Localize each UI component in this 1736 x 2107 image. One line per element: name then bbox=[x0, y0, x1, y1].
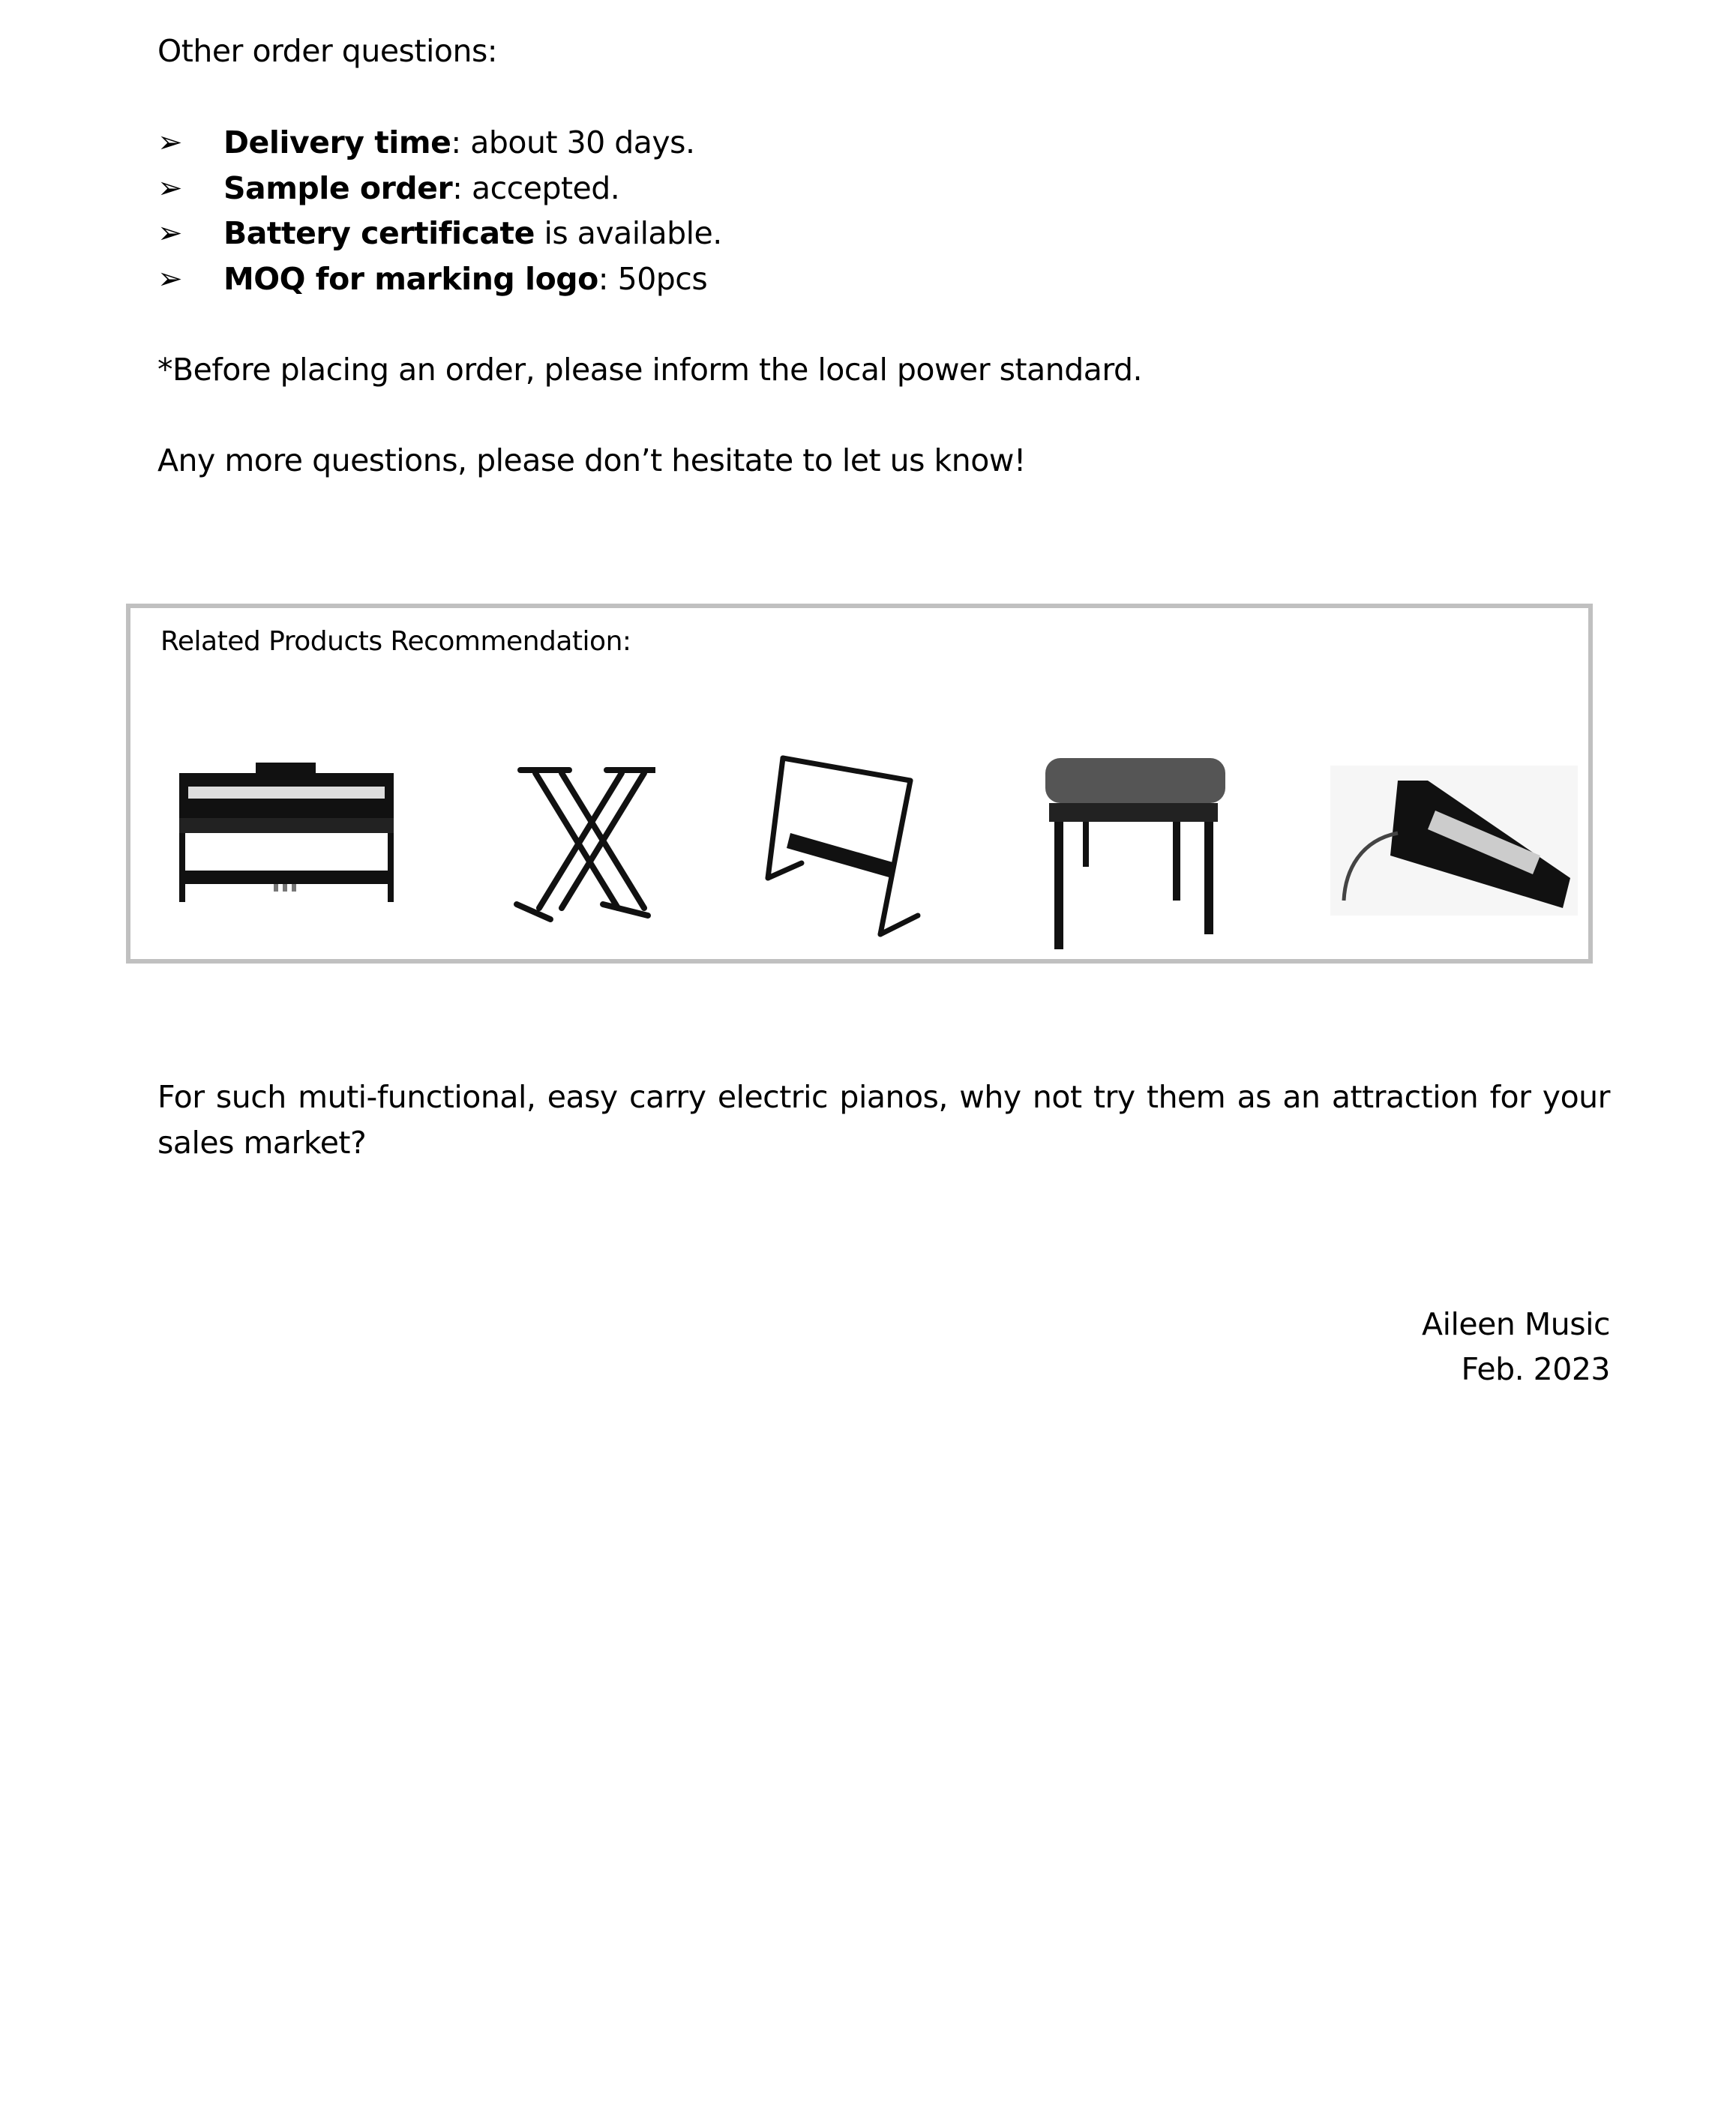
item-value: is available. bbox=[534, 215, 722, 251]
signature-date: Feb. 2023 bbox=[1461, 1351, 1610, 1387]
item-value: : about 30 days. bbox=[451, 124, 695, 160]
questions-text: Any more questions, please don’t hesitate to let us know! bbox=[157, 442, 1026, 478]
arrow-bullet-icon: ➢ bbox=[157, 216, 183, 250]
closing-paragraph: For such muti-functional, easy carry electric pianos, why not try them as an attraction for your sales market? bbox=[157, 1079, 1610, 1161]
sustain-pedal-image bbox=[1330, 766, 1578, 916]
arrow-bullet-icon: ➢ bbox=[157, 262, 183, 296]
x-keyboard-stand-image bbox=[505, 758, 655, 931]
piano-bench-image bbox=[1038, 751, 1233, 953]
item-label: Delivery time bbox=[223, 124, 451, 160]
related-products-box bbox=[126, 604, 1593, 964]
arrow-bullet-icon: ➢ bbox=[157, 171, 183, 205]
power-standard-note: *Before placing an order, please inform the local power standard. bbox=[157, 352, 1143, 388]
digital-piano-image bbox=[173, 758, 398, 908]
item-value: : accepted. bbox=[452, 170, 620, 206]
item-label: Battery certificate bbox=[223, 215, 535, 251]
z-keyboard-stand-image bbox=[760, 751, 933, 946]
item-value: : 50pcs bbox=[598, 261, 708, 297]
signature-company: Aileen Music bbox=[1422, 1306, 1610, 1342]
item-label: MOQ for marking logo bbox=[223, 261, 598, 297]
section-heading: Other order questions: bbox=[157, 33, 498, 69]
arrow-bullet-icon: ➢ bbox=[157, 125, 183, 160]
related-products-title: Related Products Recommendation: bbox=[160, 626, 631, 657]
item-label: Sample order bbox=[223, 170, 453, 206]
